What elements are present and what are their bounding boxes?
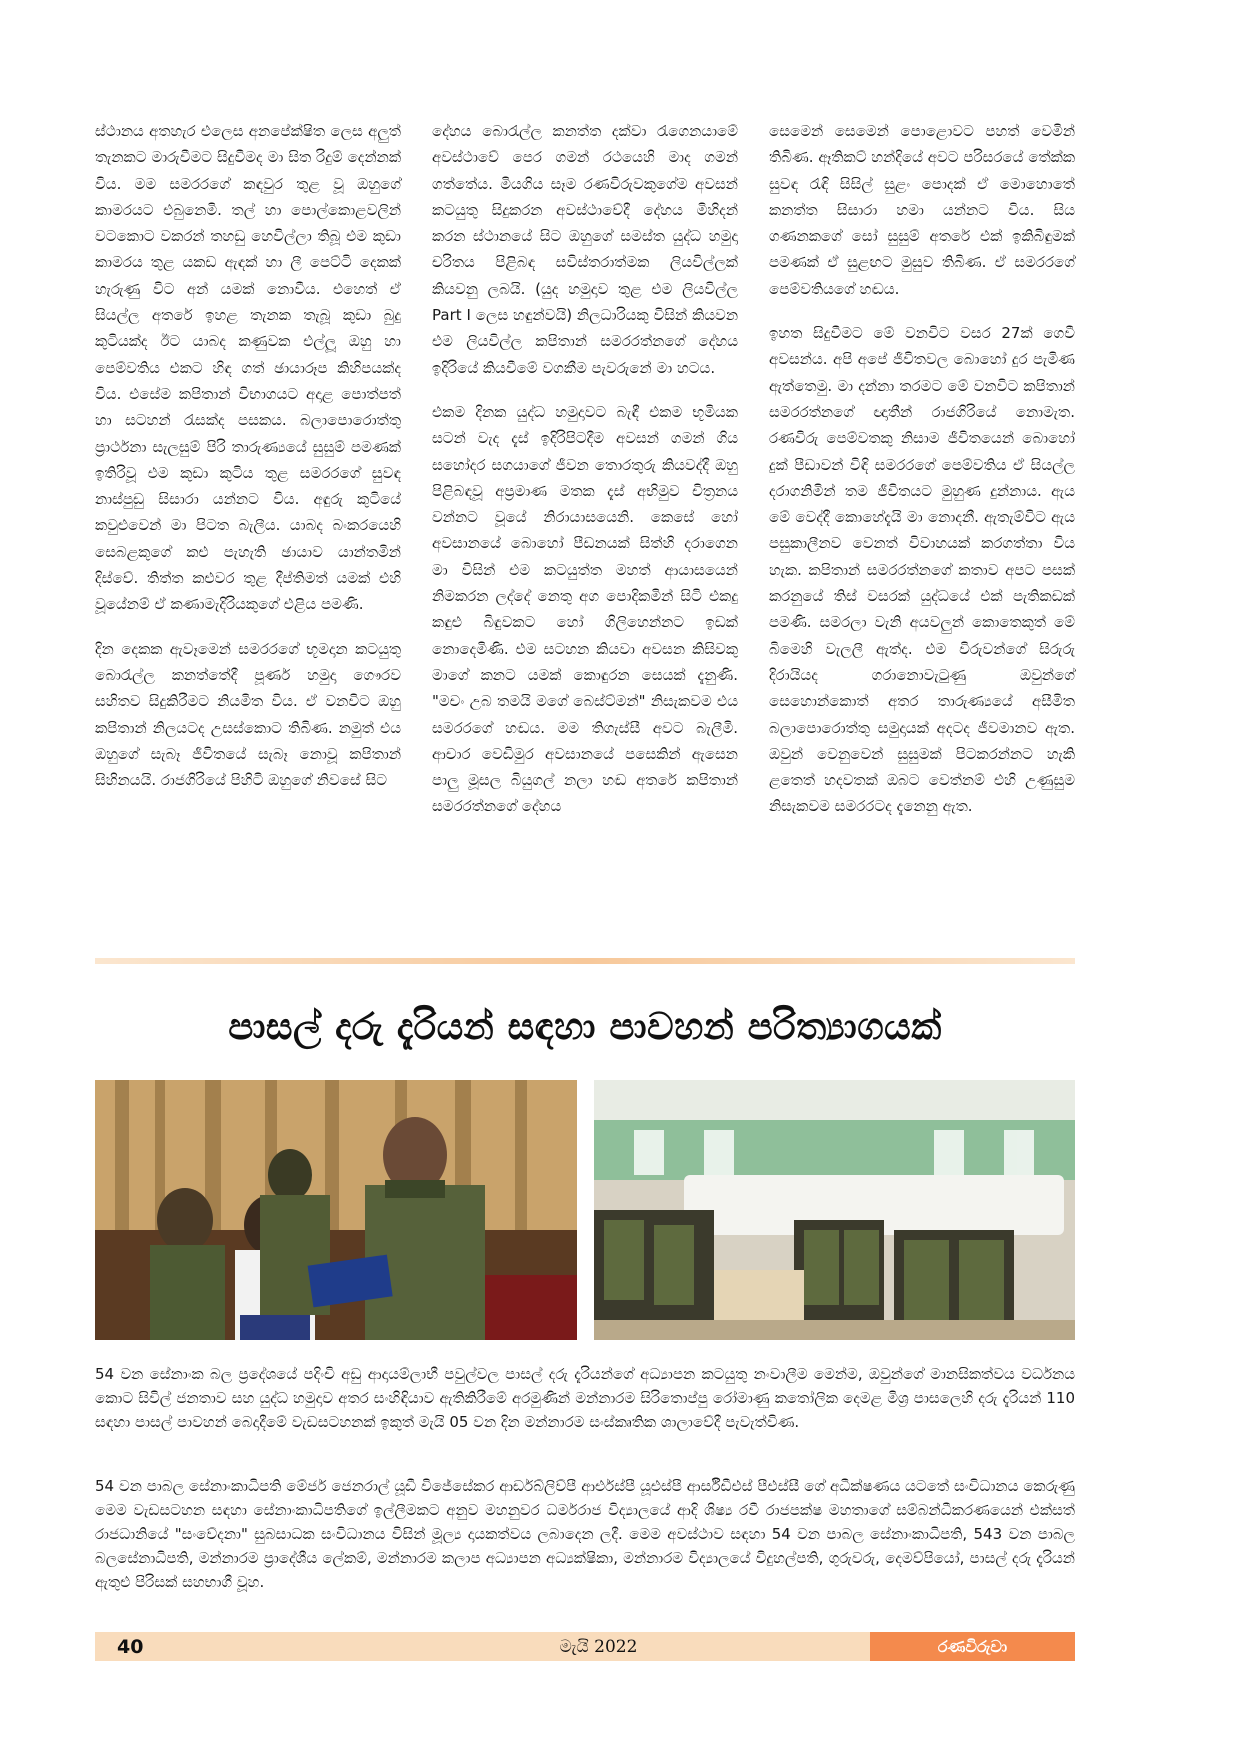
article-column-3 xyxy=(769,118,1075,908)
photo-shoe-handover xyxy=(95,1080,577,1340)
article-column-2 xyxy=(432,118,738,908)
page-footer xyxy=(95,1632,1075,1661)
news-headline: පාසල් දරු දැරියන් සඳහා පාවහන් පරිත්‍යාගයක් xyxy=(228,1005,942,1048)
photo-hall-audience xyxy=(594,1080,1075,1340)
issue-date: මැයි 2022 xyxy=(559,1636,638,1657)
article-paragraph: ස්ථානය අතහැර එලෙස අනපේක්ෂිත ලෙස අලුත් තැනකට මාරුවීමට සිදුවීමද මා සිත රිදුම් දෙන්නක් විය. මම සමරරගේ කඳවුර තුළ වූ ඔහුගේ කාමරයට එබුනෙමි. තල් හා පොල්කොළවලින් වටකොට වකරන් තහඩු හෙවිල්ලා තිබූ එම කුඩා කාමරය තුළ යකඩ ඇඳක් හා ලී පෙට්ටි දෙකක් හැරුණු විට අන් යමක් නොවීය. එහෙත් ඒ සියල්ල අතරේ ඉහළ තැනක තැබූ කුඩා බුදු කුටියක්ද ඊට යාබද කණුවක එල්ලූ ඔහු හා පෙම්වතිය එකට හිඳ ගත් ඡායාරූප කිහිපයක්ද විය. එසේම කපිතාන් විභාගයට අදාළ පොත්පත් හා සටහන් රැසක්ද පසකය. බලාපොරොත්තු ප්‍රාර්ථනා සැලසුම් පිරි තාරුණ්‍යයේ සුසුම් පමණක් ඉතිරිවූ එම කුඩා කුටිය තුළ සමරරගේ සුවඳ නාස්පුඩු සිසාරා යන්නට විය. අඳුරු කුටියේ කවුළුවෙන් මා පිටත බැලීය. යාබද බංකරයෙහි සෙබළකුගේ කළු පැහැති ඡායාව යාන්තමින් දිස්වේ. තිත්ත කළුවර තුළ දීප්තිමත් යමක් එහි වූයේනම් ඒ කණාමැදිරියකුගේ එළිය පමණි. xyxy=(95,122,401,614)
section-divider xyxy=(95,958,1075,964)
news-paragraph-1: 54 වන සේනාංක බල ප්‍රදේශයේ පදිංචි අඩු ආදායම්ලාභී පවුල්වල පාසල් දරු දැරියන්ගේ අධ්‍යාපන කටයුතු නංවාලීම මෙන්ම, ඔවුන්ගේ මානසිකත්වය වර්ධනය කොට සිවිල් ජනතාව සහ යුද්ධ හමුදාව අතර සංහිඳියාව ඇතිකිරීමේ අරමුණින් මන්නාරම සිරිතොප්පු රෝමාණු කතෝලික දෙමළ මිශ්‍ර පාසලෙහි දරු දැරියන් 110 සඳහා පාසල් පාවහන් බෙදාදීමේ වැඩසටහනක් ඉකුත් මැයි 05 වන දින මන්නාරම සංස්කෘතික ශාලාවේදී පැවැත්විණ. xyxy=(95,1365,1075,1431)
article-paragraph: දින දෙකක ඇවෑමෙන් සමරරගේ භූමදාන කටයුතු බොරැල්ල කනත්තේදී පූර්ණ හමුදා ගෞරව සහිතව සිදුකිරීමට නියමිත විය. ඒ වනවිට ඔහු කපිතාන් නිලයටද උසස්කොට තිබිණ. නමුත් එය ඔහුගේ සැබෑ ජීවිතයේ සැබෑ නොවූ කපිතාන් සිහිනයයි. රාජගිරියේ පිහිටි ඔහුගේ නිවසේ සිට xyxy=(95,639,401,790)
page-number: 40 xyxy=(117,1635,144,1658)
article-columns xyxy=(95,118,1075,908)
article-paragraph: එකම දිනක යුද්ධ හමුදාවට බැඳී එකම භූමියක සටන් වැද දැස් ඉදිරිපිටදීම අවසන් ගමන් ගිය සහෝදර සගයාගේ ජීවන තොරතුරු කියවද්දී ඔහු පිළිබඳවූ අප්‍රමාණ මතක දැස් අභිමුව චිත්‍රනය වන්නට වූයේ නිරායාසයෙනි. කෙසේ හෝ අවසානයේ බොහෝ පීඩනයක් සිත්හි දරාගෙන මා විසින් එම කටයුත්ත මහත් ආයාසයෙන් නිමකරන ලද්දේ නෙතු අග පොදිකමින් සිටි එකදු කඳුළු බිඳුවකට හෝ ගිලිහෙන්නට ඉඩක් නොදෙමිණි. එම සටහන කියවා අවසන කිසිවකු මාගේ කනට යමක් කොඳුරන සෙයක් දැනුණි. "මචං උබ තමයි මගේ බෙස්ට්මන්" නිසැකවම එය සමරරගේ හඬය. මම තිගැස්සී අවට බැලීමි. ආචාර වෙඩිමුර අවසානයේ පසෙකින් ඇසෙන පාලු මූසල බියුගල් නලා හඬ අතරේ කපිතාන් සමරරත්නගේ දේහය xyxy=(432,402,738,816)
news-paragraph-2: 54 වන පාබල සේනාංකාධිපති මේජර් ජෙනරාල් යූඩී විජේසේකර ආර්ඩබ්ලිව්පී ආර්එස්පී යූඑස්පී ආර්සීඩීඑස් පීඑස්සී ගේ අධීක්ෂණය යටතේ සංවිධානය කෙරුණු මෙම වැඩසටහන සඳහා සේනාංකාධිපතිගේ ඉල්ලීමකට අනුව මහනුවර ධර්මරාජ විද්‍යාලයේ ආදි ශිෂ්‍ය රවී රාජපක්ෂ මහතාගේ සම්බන්ධීකරණයෙන් එක්සත් රාජධානියේ "සංවේදනා" සුබසාධක සංවිධානය විසින් මූල්‍ය දායකත්වය ලබාදෙන ලදී. මෙම අවස්ථාව සඳහා 54 වන පාබල සේනාංකාධිපති, 543 වන පාබල බලසේනාධිපති, මන්නාරම ප්‍රාදේශීය ලේකම්, මන්නාරම කලාප අධ්‍යාපන අධ්‍යක්ෂිකා, මන්නාරම විද්‍යාලයේ විදුහල්පති, ගුරුවරු, දෙමව්පියෝ, පාසල් දරු දැරියන් ඇතුළු පිරිසක් සහභාගී වූහ. xyxy=(95,1477,1075,1591)
article-paragraph: සෙමෙන් සෙමෙන් පොළොවට පහත් වෙමින් තිබිණ. ඈතිකට් හන්දියේ අවට පරිසරයේ තේක්ක සුවඳ රැඳි සිසිල් සුළං පොදක් ඒ මොහොතේ කනත්ත සිසාරා හමා යන්නට විය. සිය ගණනකගේ සෝ සුසුම් අතරේ එක් ඉකිබිඳුමක් පමණක් ඒ සුළඟට මුසුව තිබිණ. ඒ සමරරගේ පෙම්වතියගේ හඬය. xyxy=(769,122,1075,298)
article-column-1 xyxy=(95,118,401,908)
magazine-name: රණවිරුවා xyxy=(870,1632,1075,1661)
article-paragraph: ඉහත සිදුවීමට මේ වනවිට වසර 27ක් ගෙවී අවසන්ය. අපි අපේ ජීවිතවල බොහෝ දුර පැමිණ ඇත්තෙමු. මා දන්නා තරමට මේ වනවිට කපිතාන් සමරරත්නගේ ඥාතීන් රාජගිරියේ නොමැත. රණවිරු පෙම්වතකු නිසාම ජීවිතයෙන් බොහෝ දුක් පීඩාවන් විඳි සමරරගේ පෙම්වතිය ඒ සියල්ල දරාගනිමින් තම ජීවිතයට මුහුණ දුන්නාය. ඇය මේ වෙද්දී කොහේදැයි මා නොදනී. ඇතැම්විට ඇය පසුකාලීනව වෙනත් විවාහයක් කරගත්තා විය හැක. කපිතාන් සමරරත්නගේ කතාව අපට පසක් කරනුයේ තිස් වසරක් යුද්ධයේ එක් පැතිකඩක් පමණි. සමරලා වැනි අයවලුන් කොතෙකුත් මේ බිමෙහි වැලලී ඇත්ද. එම විරුවන්ගේ සිරුරු දිරායියද ගරානොවැටුණු ඔවුන්ගේ සෙහොන්කොත් අතර තාරුණ්‍යයේ අසීමිත බලාපොරොත්තු සමුදායක් අදටද ජීවමානව ඇත. ඔවුන් වෙනුවෙන් සුසුමක් පිටකරන්නට හැකි ළතෙත් හදවතක් ඔබට වෙත්නම් එහි උණුසුම නිසැකවම සමරරටද දැනෙනු ඇත. xyxy=(769,324,1075,816)
article-paragraph: දේහය බොරැල්ල කනත්ත දක්වා රැගෙනයාමේ අවස්ථාවේ පෙර ගමන් රථයෙහි මාද ගමන් ගත්තේය. මියගිය සෑම රණවිරුවකුගේම අවසන් කටයුතු සිදුකරන අවස්ථාවේදී දේහය මිහිදන් කරන ස්ථානයේ සිට ඔහුගේ සමස්ත යුද්ධ හමුදා චරිතය පිළිබඳ සවිස්තරාත්මක ලියවිල්ලක් කියවනු ලබයි. (යුද හමුදාව තුළ එම ලියවිල්ල Part I ලෙස හඳුන්වයි) නිලධාරියකු විසින් කියවන එම ලියවිල්ල කපිතාන් සමරරත්නගේ දේහය ඉදිරියේ කියවීමේ වගකීම පැවරුනේ මා හටය. xyxy=(432,122,738,377)
